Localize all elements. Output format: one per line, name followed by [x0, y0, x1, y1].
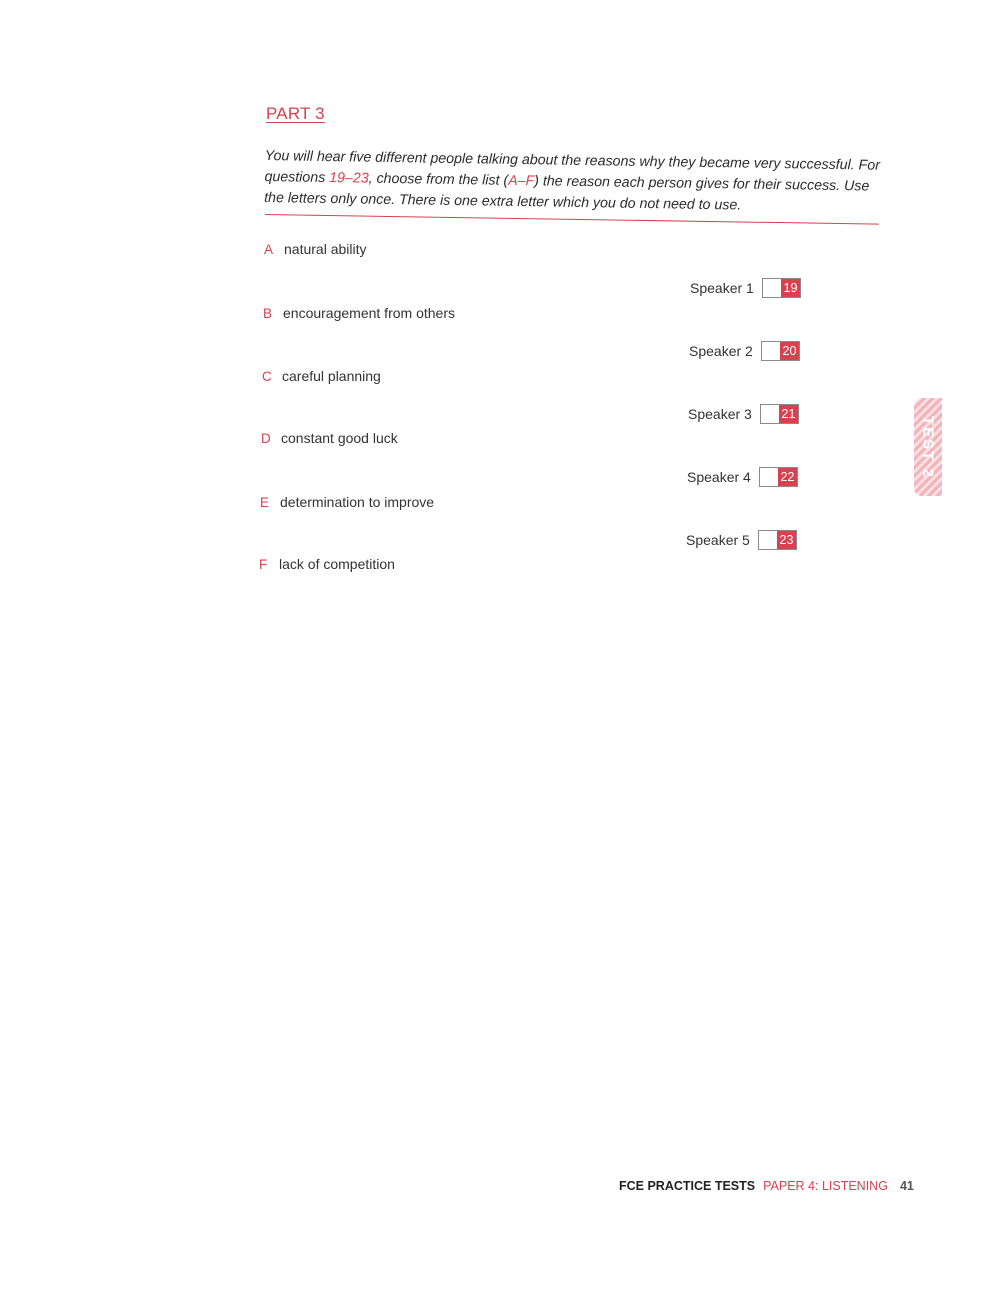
question-range: 19–23	[329, 170, 369, 187]
speaker-5-row	[686, 530, 797, 550]
page-footer	[619, 1179, 914, 1193]
answer-box-19[interactable]	[762, 278, 801, 298]
speaker-label: Speaker 5	[686, 532, 750, 548]
option-letter: C	[262, 369, 272, 384]
question-number: 20	[780, 342, 799, 360]
speaker-label: Speaker 3	[688, 406, 752, 422]
footer-brand: FCE PRACTICE TESTS	[619, 1179, 756, 1193]
answer-blank[interactable]	[760, 468, 778, 486]
instructions-intro: You will hear five different people talking about the reasons why they became very successful. For questions	[264, 147, 881, 187]
option-d	[261, 430, 398, 446]
side-tab-test	[914, 398, 942, 496]
option-b	[263, 305, 455, 321]
question-number: 21	[779, 405, 798, 423]
option-e	[260, 494, 434, 510]
answer-box-23[interactable]	[758, 530, 797, 550]
answer-box-21[interactable]	[760, 404, 799, 424]
answer-box-20[interactable]	[761, 341, 800, 361]
option-text: encouragement from others	[283, 305, 455, 321]
option-letter: E	[260, 495, 270, 510]
answer-blank[interactable]	[761, 405, 779, 423]
speaker-label: Speaker 2	[689, 343, 753, 359]
speaker-1-row	[690, 278, 801, 298]
option-letter: B	[263, 306, 273, 321]
letter-range: A–F	[508, 172, 535, 190]
speaker-3-row	[688, 404, 799, 424]
option-a	[264, 241, 367, 257]
question-number: 22	[778, 468, 797, 486]
option-letter: F	[259, 557, 268, 572]
option-text: lack of competition	[279, 556, 395, 572]
page-number: 41	[899, 1179, 914, 1193]
option-text: careful planning	[282, 368, 381, 384]
question-number: 19	[781, 279, 800, 297]
part-title: PART 3	[266, 104, 325, 123]
instructions-middle: , choose from the list (	[368, 170, 509, 189]
answer-box-22[interactable]	[759, 467, 798, 487]
option-c	[262, 368, 381, 384]
footer-paper: PAPER 4: LISTENING	[763, 1179, 888, 1193]
option-text: constant good luck	[281, 430, 398, 446]
instructions	[264, 146, 885, 219]
option-text: determination to improve	[280, 494, 435, 510]
speaker-label: Speaker 1	[690, 280, 754, 296]
option-letter: A	[264, 242, 274, 257]
option-f	[259, 556, 395, 572]
speaker-2-row	[689, 341, 800, 361]
answer-blank[interactable]	[759, 531, 777, 549]
speaker-4-row	[687, 467, 798, 487]
side-tab-label: TEST 2	[919, 415, 937, 479]
answer-blank[interactable]	[763, 279, 781, 297]
option-letter: D	[261, 431, 271, 446]
answer-blank[interactable]	[762, 342, 780, 360]
speaker-label: Speaker 4	[687, 469, 751, 485]
instructions-end: ) the reason each person gives for their success. Use the letters only once. There is one extra letter which you do not need to use.	[264, 173, 870, 214]
question-number: 23	[777, 531, 796, 549]
option-text: natural ability	[284, 241, 367, 257]
